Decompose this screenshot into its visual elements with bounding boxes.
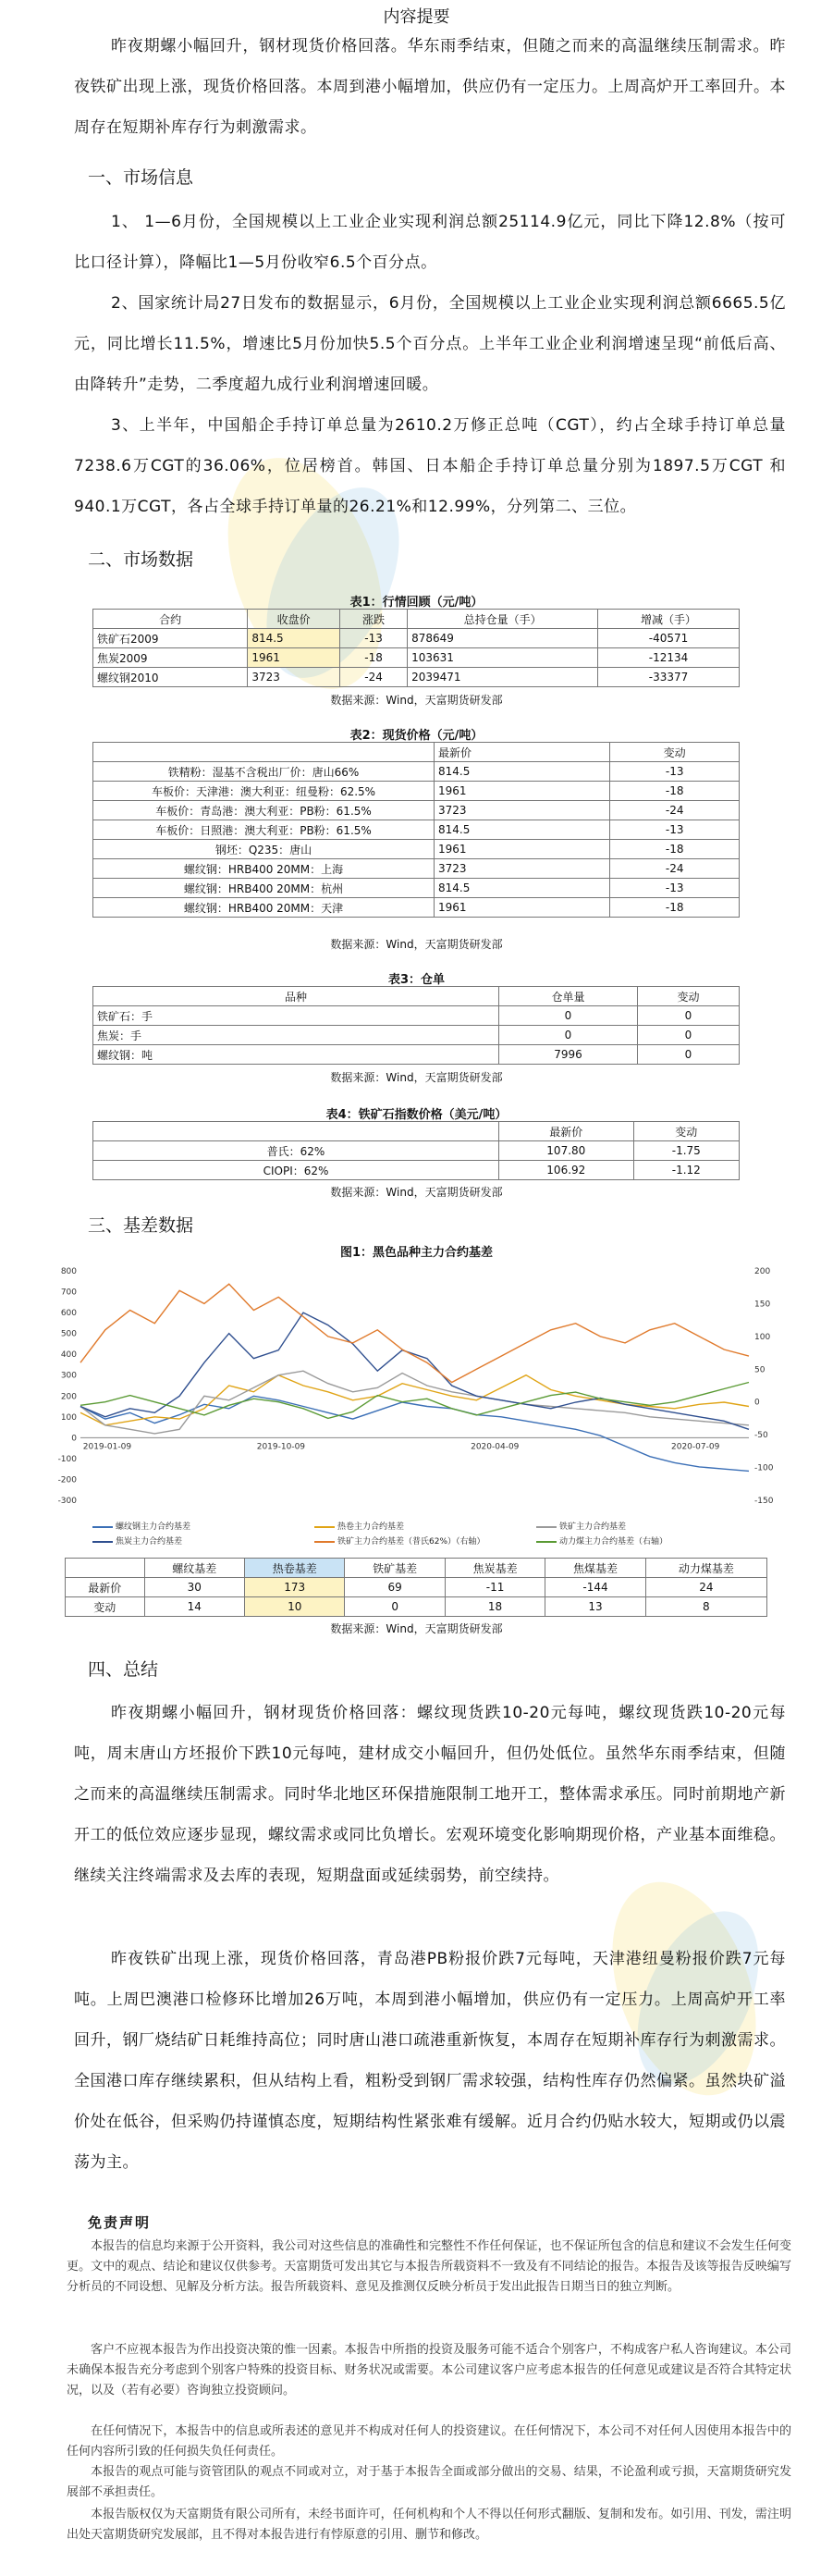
table-cell: -24 (340, 668, 408, 687)
disclaimer-paragraph: 在任何情况下，本报告中的信息或所表述的意见并不构成对任何人的投资建议。在任何情况下，本公司不对任何人因使用本报告中的任何内容所引致的任何损失负任何责任。 (67, 2424, 791, 2459)
legend-swatch (314, 1541, 335, 1543)
table-cell: -18 (610, 782, 740, 801)
table-row (93, 1006, 740, 1026)
table-cell: -13 (610, 820, 740, 840)
table-cell: 103631 (408, 648, 598, 668)
table-cell: CIOPI：62% (93, 1161, 499, 1180)
disclaimer-paragraph: 本报告的信息均来源于公开资料，我公司对这些信息的准确性和完整性不作任何保证，也不保证所包含的信息和建议不会发生任何变更。文中的观点、结论和建议仅供参考。天富期货可发出其它与本报告所载资料不一致及有不同结论的报告。本报告及该等报告反映编写分析员的不同设想、见解及分析方法。报告所载资料、意见及推测仅反映分析员于发出此报告日期当日的独立判断。 (67, 2239, 791, 2294)
table-row (93, 820, 740, 840)
y-left-tick-label: 200 (60, 1392, 77, 1402)
conclusion-paragraph: 昨夜铁矿出现上涨，现货价格回落，青岛港PB粉报价跌7元每吨，天津港纽曼粉报价跌7元每吨。上周巴澳港口检修环比增加26万吨，本周到港小幅增加，供应仍有一定压力。上周高炉开工率回升，钢厂烧结矿日耗维持高位；同时唐山港口疏港重新恢复，本周存在短期补库存行为刺激需求。全国港口库存继续累积，但从结构上看，粗粉受到钢厂需求较强，结构性库存仍然偏紧。虽然块矿溢价处在低谷，但采购仍持谨慎态度，短期结构性紧张难有缓解。近月合约仍贴水较大，短期或仍以震荡为主。 (74, 1950, 786, 2172)
table1-caption: 表1：行情回顾（元/吨） (349, 596, 484, 610)
table-cell: 7996 (499, 1045, 638, 1065)
y-left-tick-label: 300 (60, 1371, 77, 1381)
table-cell: 0 (637, 1026, 739, 1045)
table-cell: 铁精粉：湿基不含税出厂价：唐山66% (93, 762, 435, 782)
table-cell: 814.5 (435, 879, 610, 898)
table-cell: 814.5 (248, 629, 340, 648)
table-header-cell: 总持仓量（手） (408, 610, 598, 629)
table-cell: 3723 (248, 668, 340, 687)
table-cell: 2039471 (408, 668, 598, 687)
table-cell: 普氏：62% (93, 1141, 499, 1161)
table-header-cell: 合约 (93, 610, 248, 629)
table-header-row (93, 987, 740, 1006)
table-header-cell: 变动 (637, 987, 739, 1006)
legend-item (314, 1520, 536, 1535)
table-row (93, 782, 740, 801)
table-cell: 24 (645, 1578, 766, 1597)
section-heading-summary: 四、总结 (88, 1659, 159, 1680)
table-header-cell: 最新价 (435, 743, 610, 762)
table-header-row (93, 743, 740, 762)
x-tick-label: 2020-04-09 (471, 1442, 520, 1452)
table-header-cell: 铁矿基差 (345, 1559, 445, 1578)
table-cell: -24 (610, 801, 740, 820)
y-left-tick-label: 700 (60, 1288, 77, 1298)
table-cell: 8 (645, 1597, 766, 1617)
table-cell: 13 (545, 1597, 645, 1617)
legend-label: 热卷主力合约基差 (337, 1522, 405, 1532)
basis-chart (42, 1258, 790, 1517)
table2-caption: 表2：现货价格（元/吨） (349, 729, 484, 743)
y-left-tick-label: 0 (71, 1434, 77, 1444)
table-cell: 1961 (248, 648, 340, 668)
table-cell: 焦炭：手 (93, 1026, 499, 1045)
conclusion-paragraph: 昨夜期螺小幅回升，钢材现货价格回落：螺纹现货跌10-20元每吨，螺纹现货跌10-20元每吨，周末唐山方坯报价下跌10元每吨，建材成交小幅回升，但仍处低位。虽然华东雨季结束，但随之而来的高温继续压制需求。同时华北地区环保措施限制工地开工，整体需求承压。同时前期地产新开工的低位效应逐步显现，螺纹需求或同比负增长。宏观环境变化影响期现价格，产业基本面维稳。继续关注终端需求及去库的表现，短期盘面或延续弱势，前空续持。 (74, 1704, 786, 1885)
table-cell: -144 (545, 1578, 645, 1597)
table-cell: 69 (345, 1578, 445, 1597)
y-left-tick-label: 800 (60, 1267, 77, 1276)
table-cell: 螺纹钢2010 (93, 668, 248, 687)
table-header-cell: 焦炭基差 (445, 1559, 545, 1578)
x-tick-label: 2019-01-09 (82, 1442, 132, 1452)
table-cell: -13 (340, 629, 408, 648)
basis-table (65, 1558, 767, 1617)
basis-table-source: 数据来源：Wind，天富期货研发部 (330, 1622, 503, 1635)
table-row (93, 1026, 740, 1045)
table-cell: 3723 (435, 859, 610, 879)
table1-source: 数据来源：Wind，天富期货研发部 (330, 694, 503, 707)
table-cell: 车板价：天津港：澳大利亚：纽曼粉：62.5% (93, 782, 435, 801)
y-right-tick-label: -100 (754, 1463, 774, 1473)
legend-item (536, 1520, 758, 1535)
table-cell: -13 (610, 879, 740, 898)
table-cell: 0 (345, 1597, 445, 1617)
table-cell: 173 (245, 1578, 345, 1597)
table-row (93, 898, 740, 918)
x-tick-label: 2020-07-09 (671, 1442, 720, 1452)
y-right-tick-label: 0 (754, 1398, 760, 1408)
table-cell: 变动 (66, 1597, 145, 1617)
table-cell: 0 (499, 1026, 638, 1045)
y-left-tick-label: 600 (60, 1309, 77, 1319)
table-cell: 3723 (435, 801, 610, 820)
y-right-tick-label: 50 (754, 1365, 766, 1375)
legend-swatch (536, 1541, 557, 1543)
table-header-cell: 增减（手） (598, 610, 740, 629)
disclaimer-paragraph: 本报告版权仅为天富期货有限公司所有，未经书面许可，任何机构和个人不得以任何形式翻版、复制和发布。如引用、刊发，需注明出处天富期货研究发展部，且不得对本报告进行有悖原意的引用、删节和修改。 (67, 2508, 791, 2542)
y-left-tick-label: 100 (60, 1412, 77, 1423)
legend-swatch (314, 1526, 335, 1528)
y-left-tick-label: -200 (57, 1475, 77, 1485)
market-info-item: 2、国家统计局27日发布的数据显示，6月份，全国规模以上工业企业实现利润总额6665.5亿元，同比增长11.5%，增速比5月份加快5.5个百分点。上半年工业企业利润增速呈现“前低后高、由降转升”走势，二季度超九成行业利润增速回暖。 (74, 294, 786, 394)
chart-legend (92, 1520, 758, 1549)
legend-item (92, 1520, 314, 1535)
table-cell: -18 (610, 898, 740, 918)
table-cell: -11 (445, 1578, 545, 1597)
table3 (92, 986, 740, 1065)
legend-item (314, 1535, 536, 1549)
table-header-cell (66, 1559, 145, 1578)
legend-swatch (536, 1526, 557, 1528)
table-cell: 107.80 (499, 1141, 634, 1161)
table-cell: 螺纹钢：HRB400 20MM：天津 (93, 898, 435, 918)
table-cell: 钢坯：Q235：唐山 (93, 840, 435, 859)
legend-label: 铁矿主力合约基差（普氏62%）（右轴） (337, 1537, 485, 1547)
table-cell: 螺纹钢：吨 (93, 1045, 499, 1065)
table2 (92, 742, 740, 918)
table-header-cell: 涨跌 (340, 610, 408, 629)
table-cell: 螺纹钢：HRB400 20MM：上海 (93, 859, 435, 879)
table-header-cell: 动力煤基差 (645, 1559, 766, 1578)
series-line-2 (80, 1371, 749, 1434)
table-cell: 0 (637, 1006, 739, 1026)
table-cell: 车板价：青岛港：澳大利亚：PB粉：61.5% (93, 801, 435, 820)
series-line-5 (80, 1383, 749, 1419)
x-tick-label: 2019-10-09 (256, 1442, 306, 1452)
y-right-tick-label: 150 (754, 1300, 771, 1310)
table-header-row (66, 1559, 767, 1578)
disclaimer-title: 免责声明 (88, 2214, 152, 2231)
table-header-cell: 品种 (93, 987, 499, 1006)
table-cell: 最新价 (66, 1578, 145, 1597)
y-left-tick-label: 400 (60, 1350, 77, 1361)
table-row (93, 859, 740, 879)
table-cell: 螺纹钢：HRB400 20MM：杭州 (93, 879, 435, 898)
table-cell: -33377 (598, 668, 740, 687)
y-right-tick-label: -50 (754, 1431, 768, 1441)
table-row (93, 762, 740, 782)
table3-source: 数据来源：Wind，天富期货研发部 (330, 1071, 503, 1084)
table-header-row (93, 610, 740, 629)
table-row (93, 801, 740, 820)
table3-caption: 表3：仓单 (387, 973, 446, 987)
table-cell: 14 (144, 1597, 244, 1617)
table-cell: 0 (637, 1045, 739, 1065)
table-row (93, 668, 740, 687)
table-header-cell (93, 1122, 499, 1141)
market-info-item: 1、 1—6月份，全国规模以上工业企业实现利润总额25114.9亿元，同比下降12.8%（按可比口径计算），降幅比1—5月份收窄6.5个百分点。 (74, 213, 786, 272)
y-right-tick-label: 100 (754, 1332, 771, 1342)
table-cell: 18 (445, 1597, 545, 1617)
table-row (93, 840, 740, 859)
table-row (93, 1161, 740, 1180)
table-row (66, 1597, 767, 1617)
table-cell: 1961 (435, 782, 610, 801)
table-cell: 铁矿石：手 (93, 1006, 499, 1026)
table-header-cell: 最新价 (499, 1122, 634, 1141)
table-cell: 0 (499, 1006, 638, 1026)
legend-swatch (92, 1526, 113, 1528)
table4 (92, 1121, 740, 1180)
table-row (93, 879, 740, 898)
legend-swatch (92, 1541, 113, 1543)
table-row (93, 648, 740, 668)
table-row (66, 1578, 767, 1597)
disclaimer-paragraph: 客户不应视本报告为作出投资决策的惟一因素。本报告中所指的投资及服务可能不适合个别客户，不构成客户私人咨询建议。本公司未确保本报告充分考虑到个别客户特殊的投资目标、财务状况或需要。本公司建议客户应考虑本报告的任何意见或建议是否符合其特定状况，以及（若有必要）咨询独立投资顾问。 (67, 2343, 791, 2397)
table4-source: 数据来源：Wind，天富期货研发部 (330, 1186, 503, 1199)
table-header-cell (93, 743, 435, 762)
y-left-tick-label: 500 (60, 1329, 77, 1339)
table-cell: -1.75 (633, 1141, 739, 1161)
y-right-tick-label: -150 (754, 1497, 774, 1506)
legend-label: 焦炭主力合约基差 (116, 1537, 183, 1547)
table-cell: 814.5 (435, 762, 610, 782)
market-info-item: 3、上半年，中国船企手持订单总量为2610.2万修正总吨（CGT），约占全球手持订单总量7238.6万CGT的36.06%，位居榜首。韩国、日本船企手持订单总量分别为1897.5万CGT 和940.1万CGT，各占全球手持订单量的26.21%和12.99%，分列第二、三位。 (74, 416, 786, 516)
table-cell: 10 (245, 1597, 345, 1617)
y-right-tick-label: 200 (754, 1267, 771, 1276)
legend-item (92, 1535, 314, 1549)
table-header-row (93, 1122, 740, 1141)
y-left-tick-label: -100 (57, 1454, 77, 1464)
table-header-cell: 收盘价 (248, 610, 340, 629)
summary-paragraph: 昨夜期螺小幅回升，钢材现货价格回落。华东雨季结束，但随之而来的高温继续压制需求。昨夜铁矿出现上涨，现货价格回落。本周到港小幅增加，供应仍有一定压力。上周高炉开工率回升。本周存在短期补库存行为刺激需求。 (74, 37, 786, 137)
table-header-cell: 螺纹基差 (144, 1559, 244, 1578)
table-cell: 铁矿石2009 (93, 629, 248, 648)
table-cell: -40571 (598, 629, 740, 648)
table-cell: 814.5 (435, 820, 610, 840)
page-title: 内容提要 (383, 7, 450, 27)
table4-caption: 表4：铁矿石指数价格（美元/吨） (325, 1108, 508, 1122)
table-cell: 106.92 (499, 1161, 634, 1180)
series-line-0 (80, 1396, 749, 1471)
table1 (92, 609, 740, 687)
disclaimer-paragraph: 本报告的观点可能与资管团队的观点不同或对立，对于基于本报告全面或部分做出的交易、结果，不论盈利或亏损，天富期货研究发展部不承担责任。 (67, 2465, 791, 2499)
table-header-cell: 仓单量 (499, 987, 638, 1006)
legend-item (536, 1535, 758, 1549)
table-header-cell: 变动 (633, 1122, 739, 1141)
legend-label: 动力煤主力合约基差（右轴） (559, 1537, 668, 1547)
section-heading-basis-data: 三、基差数据 (88, 1215, 194, 1236)
table-cell: 1961 (435, 840, 610, 859)
table2-source: 数据来源：Wind，天富期货研发部 (330, 938, 503, 951)
table-cell: 30 (144, 1578, 244, 1597)
table-cell: -18 (340, 648, 408, 668)
table-cell: -13 (610, 762, 740, 782)
table-header-cell: 热卷基差 (245, 1559, 345, 1578)
table-cell: -12134 (598, 648, 740, 668)
series-line-4 (80, 1284, 749, 1382)
table-row (93, 1045, 740, 1065)
table-row (93, 1141, 740, 1161)
table-cell: 878649 (408, 629, 598, 648)
table-cell: -1.12 (633, 1161, 739, 1180)
table-header-cell: 焦煤基差 (545, 1559, 645, 1578)
section-heading-market-data: 二、市场数据 (88, 549, 194, 570)
legend-label: 铁矿主力合约基差 (559, 1522, 627, 1532)
section-heading-market-info: 一、市场信息 (88, 167, 194, 188)
table-cell: 车板价：日照港：澳大利亚：PB粉：61.5% (93, 820, 435, 840)
table-cell: -24 (610, 859, 740, 879)
table-cell: 焦炭2009 (93, 648, 248, 668)
table-cell: 1961 (435, 898, 610, 918)
y-left-tick-label: -300 (57, 1497, 77, 1506)
table-header-cell: 变动 (610, 743, 740, 762)
legend-label: 螺纹钢主力合约基差 (116, 1522, 191, 1532)
table-cell: -18 (610, 840, 740, 859)
chart-title: 图1：黑色品种主力合约基差 (339, 1246, 494, 1260)
table-row (93, 629, 740, 648)
